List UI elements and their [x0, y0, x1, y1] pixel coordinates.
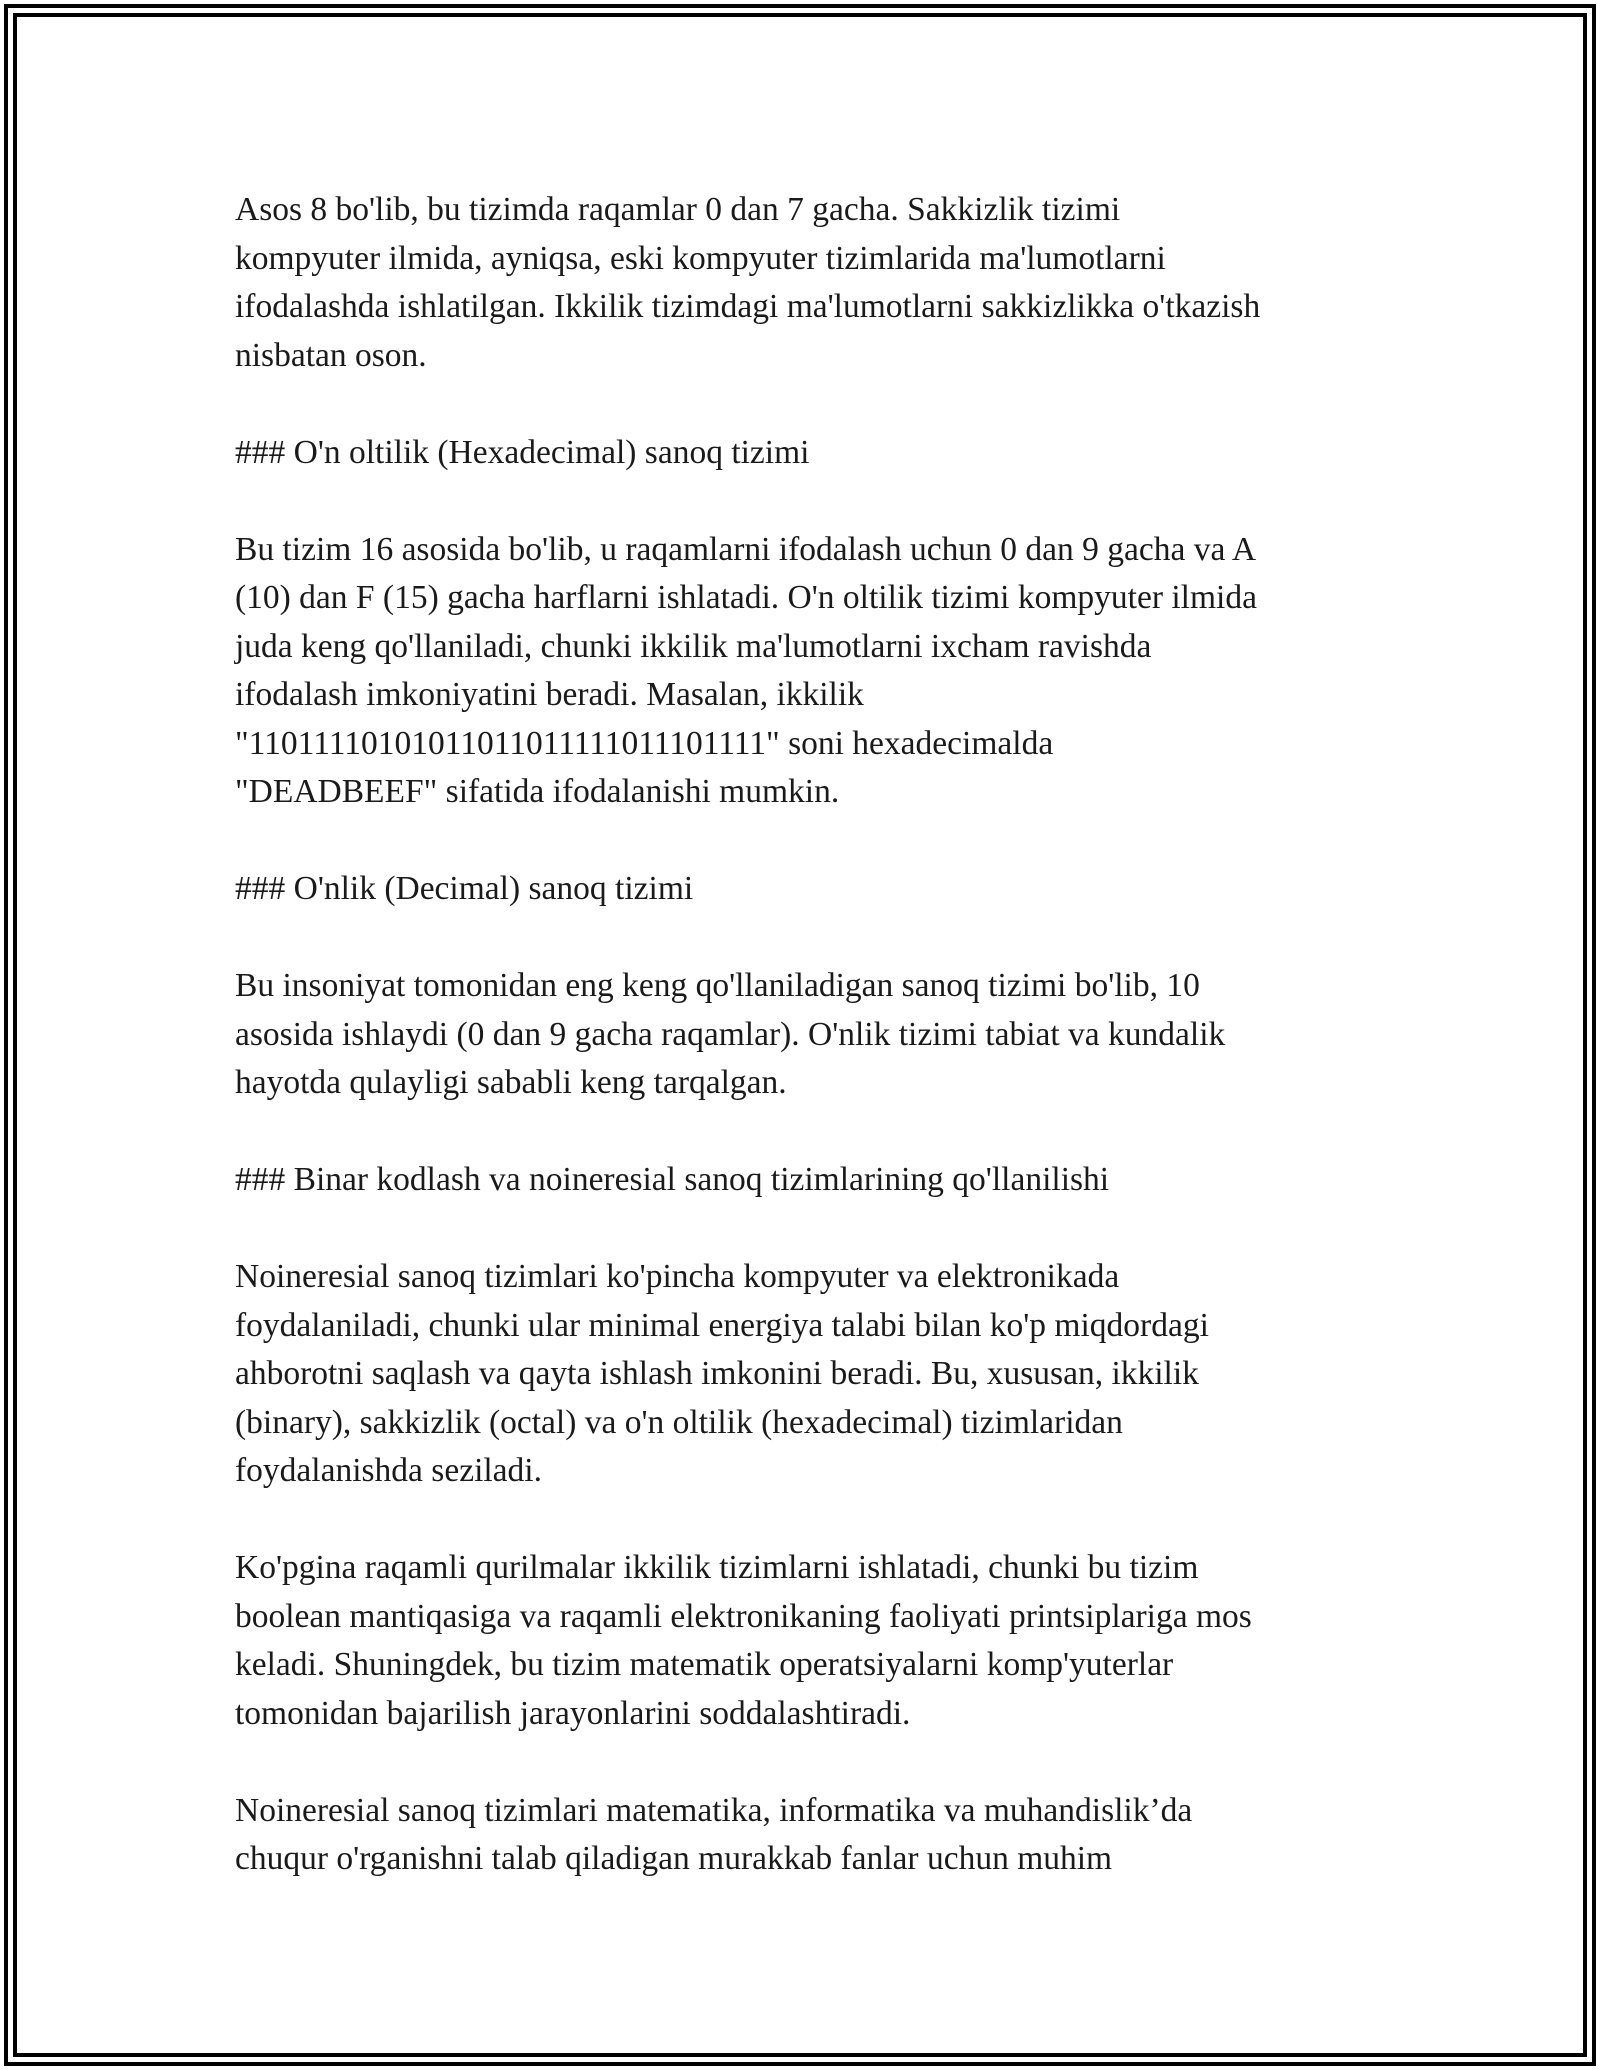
heading-binary-encoding: ### Binar kodlash va noineresial sanoq tizimlarining qo'llanilishi: [235, 1161, 1110, 1198]
paragraph-digital-devices: Ko'pgina raqamli qurilmalar ikkilik tizimlarni ishlatadi, chunki bu tizim boolean mantiqasiga va raqamli elektronikaning faoliyati printsiplariga mos keladi. Shuningdek, bu tizim matematik operatsiyalarni komp'yuterlar tomonidan bajarilish jarayonlarini soddalashtiradi.: [235, 1549, 1252, 1732]
paragraph-hexadecimal-description: Bu tizim 16 asosida bo'lib, u raqamlarni ifodalash uchun 0 dan 9 gacha va A (10) dan F (15) gacha harflarni ishlatadi. O'n oltilik tizimi kompyuter ilmida juda keng qo'llaniladi, chunki ikkilik ma'lumotlarni ixcham ravishda ifodalash imkoniyatini beradi. Masalan, ikkilik "11011110101011011011111011101111" soni hexadecimalda "DEADBEEF" sifatida ifodalanishi mumkin.: [235, 530, 1257, 810]
paragraph-noninertial-usage: Noineresial sanoq tizimlari ko'pincha kompyuter va elektronikada foydalaniladi, chunki ular minimal energiya talabi bilan ko'p miqdordagi ahborotni saqlash va qayta ishlash imkonini beradi. Bu, xususan, ikkilik (binary), sakkizlik (octal) va o'n oltilik (hexadecimal) tizimlaridan foydalanishda seziladi.: [235, 1258, 1209, 1489]
heading-hexadecimal: ### O'n oltilik (Hexadecimal) sanoq tizimi: [235, 433, 810, 471]
paragraph-importance: Noineresial sanoq tizimlari matematika, informatika va muhandislik’da chuqur o'rganishni talab qiladigan murakkab fanlar uchun muhim: [235, 1791, 1193, 1877]
paragraph-octal-description: Asos 8 bo'lib, bu tizimda raqamlar 0 dan 7 gacha. Sakkizlik tizimi kompyuter ilmida, ayniqsa, eski kompyuter tizimlarida ma'lumotlarni ifodalashda ishlatilgan. Ikkilik tizimdagi ma'lumotlarni sakkizlikka o'tkazish nisbatan oson.: [235, 191, 1261, 374]
paragraph-decimal-description: Bu insoniyat tomonidan eng keng qo'llaniladigan sanoq tizimi bo'lib, 10 asosida ishlaydi (0 dan 9 gacha raqamlar). O'nlik tizimi tabiat va kundalik hayotda qulayligi sababli keng tarqalgan.: [235, 967, 1226, 1101]
document-body: [235, 186, 1385, 1884]
heading-decimal: ### O'nlik (Decimal) sanoq tizimi: [235, 870, 694, 907]
